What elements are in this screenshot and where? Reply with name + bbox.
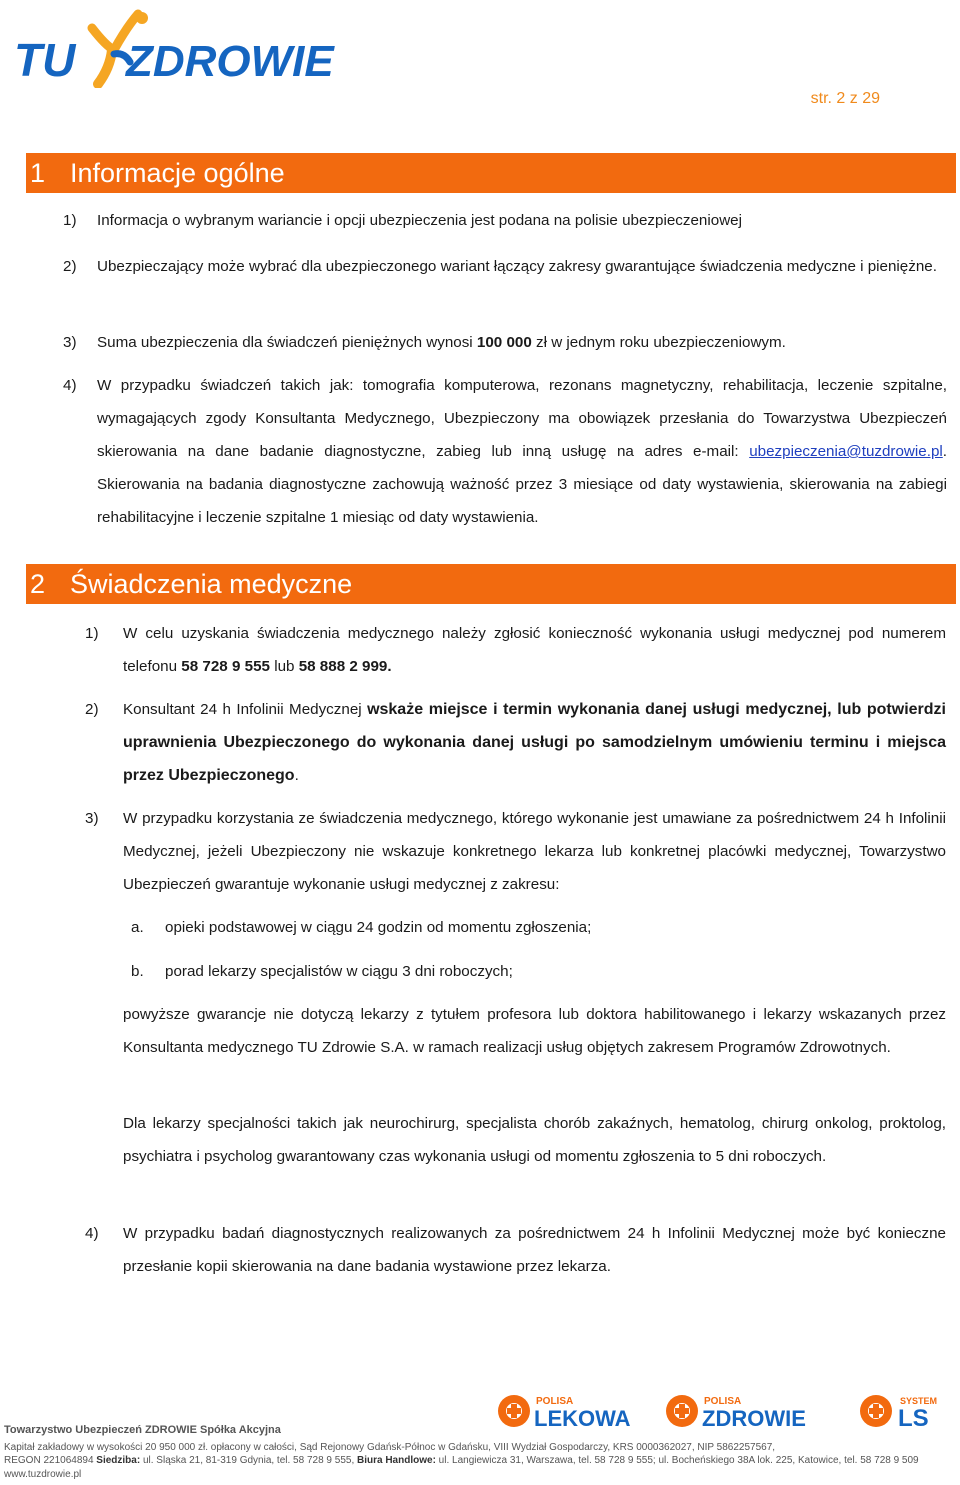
list-item: [63, 326, 947, 359]
item-text: lub: [269, 658, 299, 675]
item-number: 2): [63, 258, 77, 275]
sub-item-letter: b.: [131, 963, 144, 980]
item-number: 2): [85, 701, 99, 718]
item-text: .: [294, 767, 299, 784]
list-item: [85, 1217, 946, 1283]
sub-item-b: [131, 955, 945, 988]
item-number: 1): [63, 212, 77, 229]
item-text: Suma ubezpieczenia dla świadczeń pieniężnych wynosi: [97, 334, 477, 351]
item-text: W celu uzyskania świadczenia medycznego należy zgłosić konieczność wykonania usługi medycznej pod numerem telefonu: [123, 625, 946, 675]
item-text: zł w jednym roku ubezpieczeniowym.: [531, 334, 786, 351]
item-text: W przypadku korzystania ze świadczenia medycznego, którego wykonanie jest umawiane za pośrednictwem 24 h Infolinii Medycznej, jeżeli Ubezpieczony nie wskazuje konkretnego lekarza lub konkretnej placówki medycznej, Towarzystwo Ubezpieczeń gwarantuje wykonanie usługi medycznej z zakresu:: [123, 810, 946, 893]
footer-website[interactable]: www.tuzdrowie.pl: [4, 1469, 82, 1480]
section-title: Świadczenia medyczne: [70, 569, 353, 599]
list-item: [85, 693, 946, 792]
paragraph-text: powyższe gwarancje nie dotyczą lekarzy z tytułem profesora lub doktora habilitowanego i lekarzy wskazanych przez Konsultanta medycznego TU Zdrowie S.A. w ramach realizacji usług objętych zakresem Programów Zdrowotnych.: [123, 1006, 946, 1056]
tu-zdrowie-logo: [14, 8, 349, 88]
paragraph-text: Dla lekarzy specjalności takich jak neurochirurg, specjalista chorób zakaźnych, hematolog, chirurg onkolog, proktolog, psychiatra i psycholog gwarantowany czas wykonania usługi od momentu zgłoszenia to 5 dni roboczych.: [123, 1115, 946, 1165]
sub-item-letter: a.: [131, 919, 144, 936]
item-text: . Skierowania na badania diagnostyczne zachowują ważność przez 3 miesiące od daty wystawienia, skierowania na zabiegi rehabilitacyjne i leczenie szpitalne 1 miesiąc od daty wystawienia.: [97, 443, 947, 526]
footer-line-1: Kapitał zakładowy w wysokości 20 950 000 zł. opłacony w całości, Sąd Rejonowy Gdańsk-Północ w Gdańsku, VIII Wydział Gospodarczy, KRS 0000362027, NIP 5862257567,: [4, 1442, 776, 1453]
page-number: str. 2 z 29: [810, 90, 880, 107]
item-text: W przypadku badań diagnostycznych realizowanych za pośrednictwem 24 h Infolinii Medycznej może być konieczne przesłanie kopii skierowania na dane badania wystawione przez lekarza.: [123, 1225, 946, 1275]
section-number: 1: [30, 158, 46, 188]
section-title: Informacje ogólne: [70, 158, 285, 188]
paragraph: [123, 1107, 946, 1173]
paragraph: [123, 998, 946, 1064]
list-item: [63, 250, 947, 283]
regon-text: REGON 221064894: [4, 1455, 97, 1466]
offices-text: ul. Langiewicza 31, Warszawa, tel. 58 728 9 555; ul. Bocheńskiego 38A lok. 225, Katowice, tel. 58 728 9 509: [435, 1455, 919, 1466]
phone-number: 58 728 9 555: [181, 658, 270, 675]
item-text: Informacja o wybranym wariancie i opcji ubezpieczenia jest podana na polisie ubezpieczeniowej: [97, 212, 742, 229]
item-text: Ubezpieczający może wybrać dla ubezpieczonego wariant łączący zakresy gwarantujące świadczenia medyczne i pieniężne.: [97, 258, 937, 275]
list-item: [85, 802, 946, 901]
item-number: 4): [85, 1225, 99, 1242]
logo2-main: ZDROWIE: [702, 1406, 806, 1430]
list-item: [85, 617, 946, 683]
logo-text-zdrowie: ZDROWIE: [126, 37, 334, 86]
phone-number: 58 888 2 999.: [298, 658, 392, 675]
section-number: 2: [30, 569, 46, 599]
list-item: [63, 204, 947, 237]
item-number: 4): [63, 377, 77, 394]
email-link[interactable]: ubezpieczenia@tuzdrowie.pl: [749, 443, 943, 460]
item-text: W przypadku świadczeń takich jak: tomografia komputerowa, rezonans magnetyczny, rehabilitacja, leczenie szpitalne, wymagających zgody Konsultanta Medycznego, Ubezpieczony ma obowiązek przesłania do Towarzystwa Ubezpieczeń skierowania na dane badanie diagnostyczne, zabieg lub inną usługę na adres e-mail:: [97, 377, 947, 460]
sub-item-text: porad lekarzy specjalistów w ciągu 3 dni roboczych;: [165, 963, 513, 980]
sub-item-text: opieki podstawowej w ciągu 24 godzin od momentu zgłoszenia;: [165, 919, 592, 936]
footer-line-2: [4, 1455, 956, 1466]
item-number: 3): [63, 334, 77, 351]
logo1-main: LEKOWA: [534, 1406, 631, 1430]
item-text: Konsultant 24 h Infolinii Medycznej: [123, 701, 368, 718]
company-name: Towarzystwo Ubezpieczeń ZDROWIE Spółka Akcyjna: [4, 1424, 281, 1436]
logo1-top: POLISA: [536, 1396, 574, 1407]
section-2-heading: [26, 564, 956, 604]
footer-logos: [496, 1392, 956, 1430]
logo2-top: POLISA: [704, 1396, 742, 1407]
sum-amount: 100 000: [476, 334, 532, 351]
address-text: ul. Śląska 21, 81-319 Gdynia, tel. 58 728 9 555,: [140, 1455, 357, 1466]
list-item: [63, 369, 947, 534]
offices-label: Biura Handlowe:: [357, 1455, 436, 1466]
logo-text-tu: TU: [14, 34, 76, 86]
sub-item-a: [131, 911, 945, 944]
logo3-top: SYSTEM: [900, 1396, 938, 1406]
item-number: 3): [85, 810, 99, 827]
siedziba-label: Siedziba:: [96, 1455, 141, 1466]
item-bold-text: wskaże miejsce i termin wykonania danej usługi medycznej, lub potwierdzi uprawnienia Ubezpieczonego do wykonania danej usługi po samodzielnym umówieniu terminu i miejsca przez Ubezpieczonego: [123, 701, 946, 784]
logo3-main: LS: [898, 1405, 929, 1430]
section-1-heading: [26, 153, 956, 193]
item-number: 1): [85, 625, 99, 642]
